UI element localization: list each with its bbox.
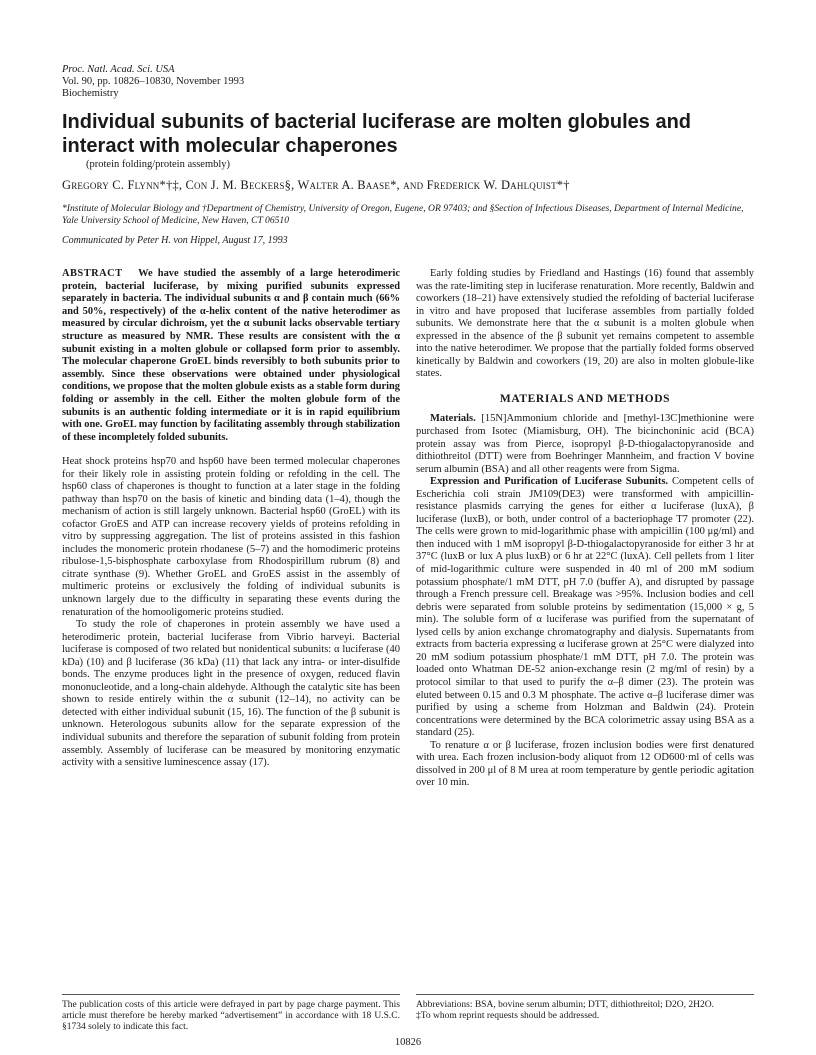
footnote-divider-right: [416, 994, 754, 995]
methods-heading: MATERIALS AND METHODS: [499, 392, 671, 405]
left-column: [62, 456, 400, 770]
page-number: 10826: [394, 1037, 422, 1048]
publication-cost-note: The publication costs of this article were defrayed in part by page charge payment. This article must therefore be hereby marked “advertisement” in accordance with 18 U.S.C. §1734 solely to indicate this fact.: [62, 1000, 400, 1032]
volume-line: Vol. 90, pp. 10826–10830, November 1993: [62, 76, 245, 87]
journal-header: [62, 64, 244, 100]
section-name: Biochemistry: [62, 88, 119, 99]
materials-text: [15N]Ammonium chloride and [methyl-13C]methionine were purchased from Isotec (Miamisburg, OH). The bicinchoninic acid (BCA) protein assay was from Pierce, isopropyl β-D-thiogalactopyranoside and dithiothreitol (DTT) were from Boehringer Mannheim, and fraction V bovine serum albumin (BSA) and all other reagents were from Sigma.: [416, 413, 755, 475]
abstract-text: We have studied the assembly of a large heterodimeric protein, bacterial luciferase, by mixing purified subunits expressed separately in bacteria. The individual subunits α and β contain much (66% and 50%, respectively) of the α-helix content of the native heterodimer as measured by circular dichroism, yet the α subunit lacks observable tertiary structure as measured by NMR. These results are consistent with the α subunit existing in a molten globule or collapsed form prior to assembly. The molecular chaperone GroEL binds reversibly to both subunits prior to assembly. Since these observations were obtained under physiological conditions, we propose that the molten globule exists as a stable form during folding or assembly in the cell. Either the molten globule form of the subunits is an authentic folding intermediate or it is in rapid equilibrium with one. GroEL may function by facilitating assembly through stabilization of these incompletely folded subunits.: [62, 268, 400, 443]
article-title: Individual subunits of bacterial luciferase are molten globules and interact with molecular chaperones: [62, 111, 692, 157]
authors: Gregory C. Flynn*†‡, Con J. M. Beckers§, Walter A. Baase*, and Frederick W. Dahlquist*†: [62, 178, 570, 192]
right-column: [416, 268, 754, 790]
materials-label: Materials.: [430, 413, 476, 425]
intro-paragraph-1: Heat shock proteins hsp70 and hsp60 have been termed molecular chaperones for their likely role in assisting protein folding or refolding in the cell. The hsp60 class of chaperones is thought to function at a later stage in the folding pathway than hsp70 on the basis of kinetic and binding data (1–4), though the mechanism of action is still largely unknown. Bacterial hsp60 (GroEL) with its cofactor GroES and ATP can increase recovery yields of proteins refolding in vitro by suppressing aggregation. The list of proteins assisted in this fashion includes the monomeric protein rhodanese (5–7) and the homodimeric proteins ribulose-1,5-bisphosphate carboxylase from Rhodospirillum rubrum (8) and citrate synthase (9). Whether GroEL and GroES assist in the assembly of multimeric proteins or exclusively the folding of individual subunits is unknown largely due to the difficulty in separating these events during the renaturation of the homooligomeric proteins studied.: [62, 456, 400, 618]
footnote-divider-left: [62, 994, 400, 995]
keywords: (protein folding/protein assembly): [86, 159, 231, 170]
communicated-by: Communicated by Peter H. von Hippel, August 17, 1993: [62, 235, 288, 246]
right-intro-paragraph: Early folding studies by Friedland and Hastings (16) found that assembly was the rate-limiting step in luciferase renaturation. More recently, Baldwin and coworkers (18–21) have extensively studied the refolding of bacterial luciferase in vitro and have proposed that luciferase assembles from partially folded subunits. We demonstrate here that the α subunit is a molten globule when expressed in the absence of the β subunit yet remains competent to assemble into the native heterodimer. We propose that the partially folded forms observed kinetically by Baldwin and coworkers (19, 20) are also in molten globule-like states.: [416, 268, 754, 380]
abbreviations: Abbreviations: BSA, bovine serum albumin; DTT, dithiothreitol; D2O, 2H2O.: [416, 1000, 714, 1010]
expression-text: Competent cells of Escherichia coli strain JM109(DE3) were transformed with ampicillin-resistance plasmids carrying the genes for either α luciferase (luxA), β luciferase (luxB), or both, under control of a bacteriophage T7 promoter (22). The cells were grown to mid-logarithmic phase with ampicillin (100 μg/ml) and then induced with 1 mM isopropyl β-D-thiogalactopyranoside for either 3 hr at 37°C (luxB or lux A plus luxB) or 6 hr at 22°C (luxA). Cell pellets from 1 liter of mid-logarithmic culture were suspended in 40 ml of 200 mM sodium potassium phosphate/1 mM DTT, pH 7.0 (buffer A), and disrupted by passage through a French pressure cell. Breakage was >95%. Inclusion bodies and cell debris were separated from soluble proteins by sedimentation (15,000 × g, 5 min). The soluble form of α luciferase was purified from the supernatant of lysed cells by anion exchange chromatography and dialysis. Supernatants from extracts from bacteria expressing α luciferase grown at 25°C were dialyzed into 20 mM sodium potassium phosphate/1 mM DTT, pH 7.0. The protein was loaded onto Whatman DE-52 anion-exchange resin (2 mg/ml of resin) by a protocol similar to that used to purify the α–β dimer (23). The protein was eluted between 0.15 and 0.3 M phosphate. The active α–β luciferase dimer was purified by using a scheme from Holzman and Baldwin (24). Protein concentrations were determined by the BCA colorimetric assay using BSA as a standard (25).: [416, 476, 754, 739]
journal-name: Proc. Natl. Acad. Sci. USA: [62, 64, 175, 75]
intro-paragraph-2: To study the role of chaperones in protein assembly we have used a heterodimeric protein, bacterial luciferase from Vibrio harveyi. Bacterial luciferase is composed of two related but nonidentical subunits: α luciferase (40 kDa) (10) and β luciferase (36 kDa) (11) that lack any intra- or inter-disulfide bonds. The enzyme produces light in the presence of oxygen, reduced flavin mononucleotide, and a long-chain aldehyde. Although the catalytic site has been shown to reside entirely within the α subunit (12–14), no activity can be detected with either individual subunit (15, 16). The function of the β subunit is unknown. Heterologous subunits allow for the separate expression of the individual subunits and therefore the separation of subunit folding from protein assembly. Assembly of luciferase can be measured by monitoring enzymatic activity with a sensitive luminescence assay (17).: [62, 619, 400, 769]
renature-paragraph: To renature α or β luciferase, frozen inclusion bodies were first denatured with urea. Each frozen inclusion-body aliquot from 12 OD600·ml of cells was dissolved in 200 μl of 8 M urea at room temperature by gentle periodic agitation over 10 min.: [416, 739, 754, 789]
abstract: [62, 268, 400, 444]
reprint-note: ‡To whom reprint requests should be addressed.: [416, 1011, 600, 1021]
abbreviations-footnote: [416, 1000, 754, 1022]
abstract-label: ABSTRACT: [62, 268, 123, 279]
affiliations: *Institute of Molecular Biology and †Department of Chemistry, University of Oregon, Eugene, OR 97403; and §Section of Infectious Diseases, Department of Internal Medicine, Yale University School of Medicine, New Haven, CT 06510: [62, 203, 744, 226]
expression-label: Expression and Purification of Luciferase Subunits.: [430, 476, 669, 488]
